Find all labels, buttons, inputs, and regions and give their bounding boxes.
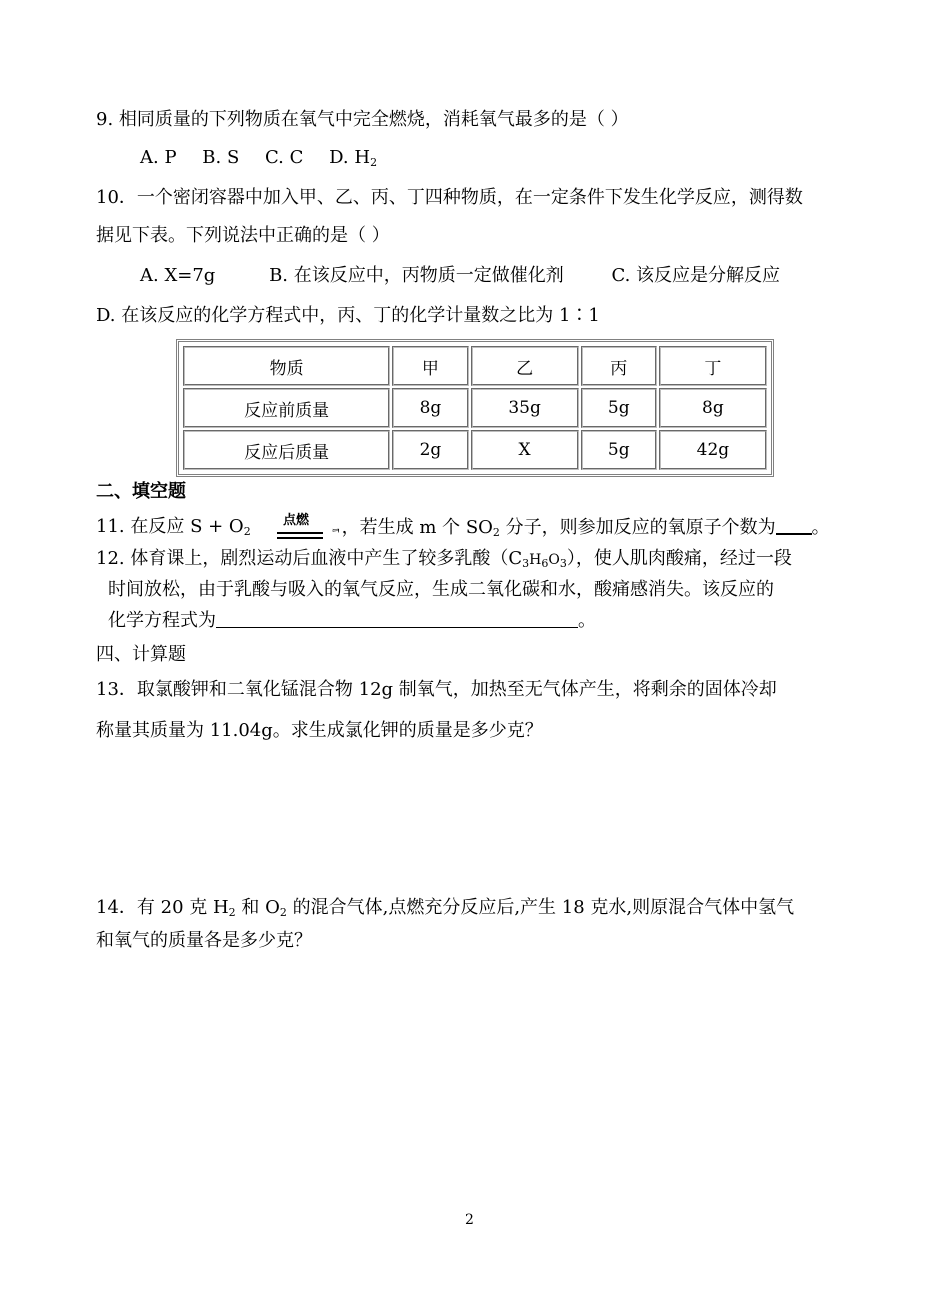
table-cell: X — [471, 430, 579, 470]
q10-line1: 10．一个密闭容器中加入甲、乙、丙、丁四种物质，在一定条件下发生化学反应，测得数 — [96, 187, 803, 208]
condition-bar-top — [277, 532, 323, 534]
q9-option-a: A. P — [140, 147, 177, 168]
table-cell: 8g — [659, 388, 767, 428]
q13-line2: 称量其质量为 11.04g。求生成氯化钾的质量是多少克？ — [96, 720, 543, 741]
section-fill-in-title: 二、填空题 — [96, 481, 186, 502]
q11-so2-subscript: 2 — [492, 526, 500, 539]
table-header-cell: 乙 — [471, 346, 579, 386]
q14-h2-subscript: 2 — [228, 906, 236, 919]
q12-line2: 时间放松，由于乳酸与吸入的氧气反应，生成二氧化碳和水，酸痛感消失。该反应的 — [108, 579, 774, 600]
reaction-condition-arrow — [277, 512, 323, 542]
q12-equation-blank[interactable] — [216, 609, 578, 628]
mass-data-table — [176, 339, 774, 477]
q10-option-d: D. 在该反应的化学方程式中，丙、丁的化学计量数之比为 1∶1 — [96, 305, 600, 326]
q11-part2: ᆿ，若生成 m 个 $SO_2$ 分子，则参加反应的氧原子个数为 。 — [330, 517, 830, 539]
q9-option-b: B. S — [202, 147, 240, 168]
table-cell: 35g — [471, 388, 579, 428]
section-calculation-title: 四、计算题 — [96, 644, 186, 665]
lactic-acid-h-subscript: 6 — [541, 557, 549, 570]
table-cell: 反应前质量 — [183, 388, 390, 428]
page-number: 2 — [465, 1212, 474, 1228]
q11-o2-subscript: 2 — [243, 525, 251, 538]
table-header-cell: 甲 — [392, 346, 468, 386]
q14-line2: 和氧气的质量各是多少克？ — [96, 930, 312, 951]
q9-stem: 9. 相同质量的下列物质在氧气中完全燃烧，消耗氧气最多的是（ ） — [96, 109, 629, 130]
table-header-cell: 物质 — [183, 346, 390, 386]
q13-line1: 13．取氯酸钾和二氧化锰混合物 12g 制氧气，加热至无气体产生，将剩余的固体冷却 — [96, 679, 777, 700]
table-cell: 反应后质量 — [183, 430, 390, 470]
q11-answer-blank[interactable] — [776, 515, 812, 535]
q10-option-c: C. 该反应是分解反应 — [611, 265, 781, 286]
table-cell: 42g — [659, 430, 767, 470]
condition-bar-bottom — [277, 537, 323, 539]
table-cell: 8g — [392, 388, 468, 428]
table-header-cell: 丁 — [659, 346, 767, 386]
table-cell: 5g — [581, 388, 657, 428]
table-row — [183, 388, 767, 428]
q10-option-a: A. X=7g — [140, 265, 216, 286]
table-header-cell: 丙 — [581, 346, 657, 386]
table-row — [183, 430, 767, 470]
table-cell: 2g — [392, 430, 468, 470]
ignite-condition-label: 点燃 — [283, 513, 310, 528]
table-cell: 5g — [581, 430, 657, 470]
q14-line1: 14．有 20 克 $H_2$ 和 $O_2$ 的混合气体,点燃充分反应后,产生 18 克水,则原混合气体中氢气 — [96, 897, 795, 919]
q11-part1: 11. 在反应 $S + O_2$ — [96, 516, 251, 538]
lactic-acid-o-subscript: 3 — [559, 557, 567, 570]
q12-line3: 化学方程式为 。 — [108, 610, 596, 631]
q10-options — [140, 264, 780, 288]
lactic-acid-c-subscript: 3 — [522, 557, 530, 570]
table-header-row — [183, 346, 767, 386]
q9-option-c: C. C — [265, 147, 304, 168]
q14-o2-subscript: 2 — [279, 906, 287, 919]
q10-option-b: B. 在该反应中，丙物质一定做催化剂 — [269, 265, 564, 286]
q9-option-d-subscript: 2 — [370, 156, 378, 169]
q9-option-d: D. $H_2$ — [329, 147, 378, 169]
q10-line2: 据见下表。下列说法中正确的是（ ） — [96, 225, 390, 246]
q9-options — [140, 146, 377, 170]
q12-line1: 12. 体育课上，剧烈运动后血液中产生了较多乳酸（C3H6O3），使人肌肉酸痛，经过一段 — [96, 548, 792, 570]
